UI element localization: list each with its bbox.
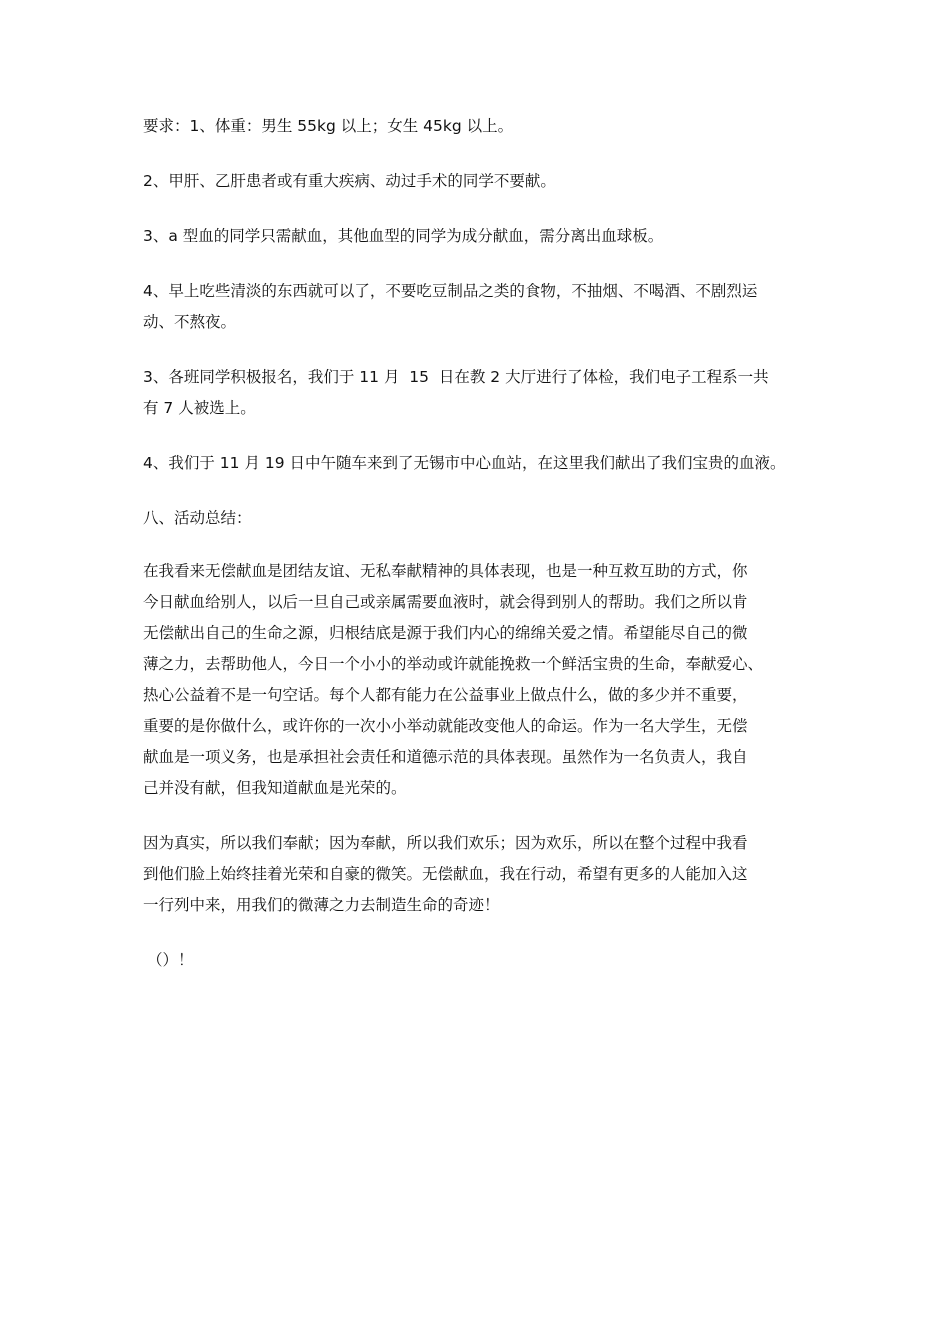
text-line: 无偿献出自己的生命之源，归根结底是源于我们内心的绵绵关爱之情。希望能尽自己的微 — [143, 624, 748, 642]
text-line: 到他们脸上始终挂着光荣和自豪的微笑。无偿献血，我在行动，希望有更多的人能加入这 — [143, 865, 748, 883]
requirement-health: 2、甲肝、乙肝患者或有重大疾病、动过手术的同学不要献。 — [143, 172, 556, 190]
requirement-weight: 要求：1、体重：男生 55kg 以上；女生 45kg 以上。 — [143, 117, 514, 135]
step-donation: 4、我们于 11 月 19 日中午随车来到了无锡市中心血站，在这里我们献出了我们宝贵的血液。 — [143, 454, 786, 472]
text-line: 有 7 人被选上。 — [143, 399, 256, 417]
text-line: 在我看来无偿献血是团结友谊、无私奉献精神的具体表现，也是一种互救互助的方式，你 — [143, 562, 748, 580]
text-line: 一行列中来，用我们的微薄之力去制造生命的奇迹！ — [143, 896, 500, 914]
text-line: 今日献血给别人，以后一旦自己或亲属需要血液时，就会得到别人的帮助。我们之所以肯 — [143, 593, 748, 611]
text-line: 己并没有献，但我知道献血是光荣的。 — [143, 779, 407, 797]
step-registration — [143, 362, 823, 424]
document-body — [143, 111, 823, 1000]
text-line: 薄之力，去帮助他人，今日一个小小的举动或许就能挽救一个鲜活宝贵的生命，奉献爱心、 — [143, 655, 764, 673]
text-line: 热心公益着不是一句空话。每个人都有能力在公益事业上做点什么，做的多少并不重要， — [143, 686, 748, 704]
closing-mark: （）！ — [147, 951, 194, 969]
requirement-diet — [143, 276, 823, 338]
text-line: 因为真实，所以我们奉献；因为奉献，所以我们欢乐；因为欢乐，所以在整个过程中我看 — [143, 834, 748, 852]
requirement-blood-type: 3、a 型血的同学只需献血，其他血型的同学为成分献血，需分离出血球板。 — [143, 227, 664, 245]
text-line: 献血是一项义务，也是承担社会责任和道德示范的具体表现。虽然作为一名负责人，我自 — [143, 748, 748, 766]
text-line: 动、不熬夜。 — [143, 313, 237, 331]
text-line: 重要的是你做什么，或许你的一次小小举动就能改变他人的命运。作为一名大学生，无偿 — [143, 717, 748, 735]
text-line: 3、各班同学积极报名，我们于 11 月 15 日在教 2 大厅进行了体检，我们电子工程系一共 — [143, 368, 769, 386]
summary-paragraph-2 — [143, 828, 823, 921]
text-line: 4、早上吃些清淡的东西就可以了，不要吃豆制品之类的食物，不抽烟、不喝酒、不剧烈运 — [143, 282, 758, 300]
section-heading-summary: 八、活动总结： — [143, 509, 252, 527]
summary-paragraph-1 — [143, 556, 823, 804]
